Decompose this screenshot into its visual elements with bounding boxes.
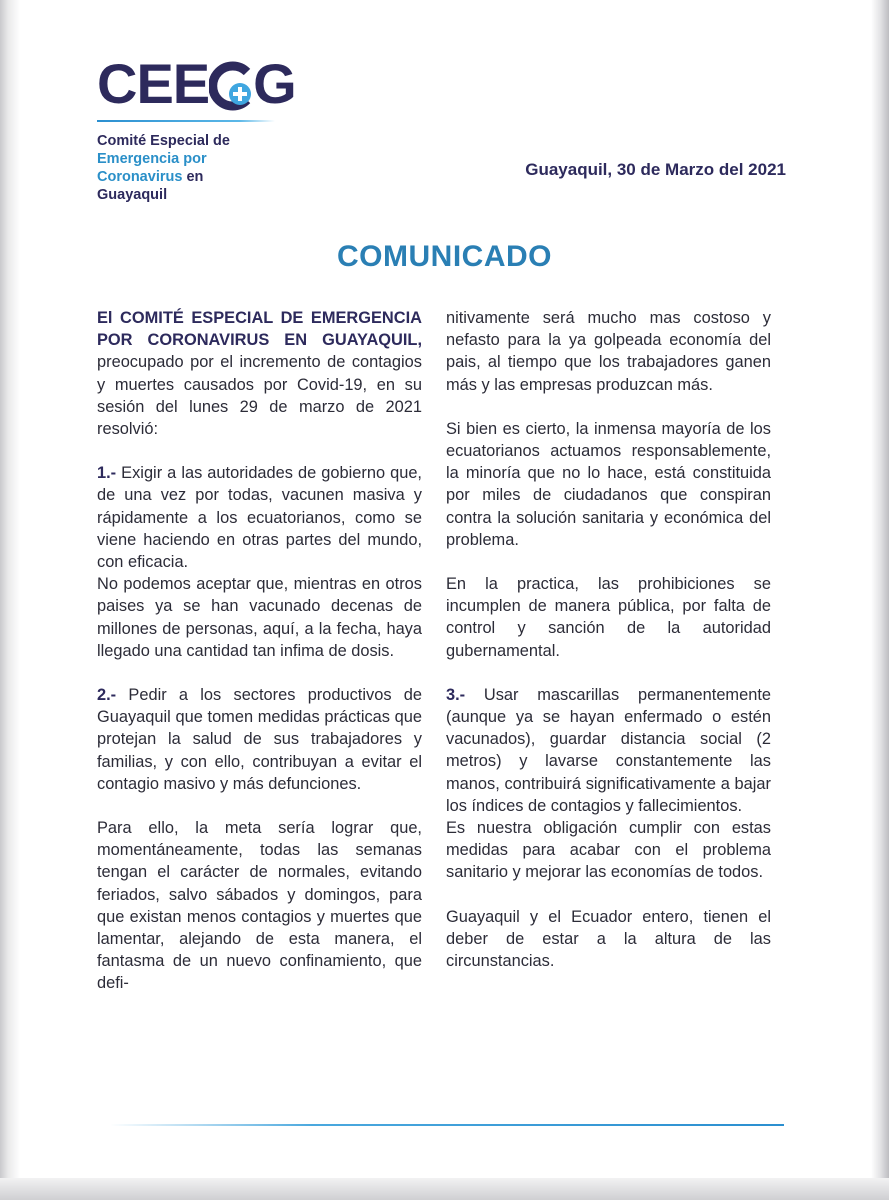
resolution-3 — [446, 684, 771, 817]
page-shadow-bottom — [0, 1178, 889, 1200]
logo-line-4: Guayaquil — [97, 187, 168, 203]
resolution-2-text: Pedir a los sectores productivos de Guayaquil que tomen medidas prácticas que protejan la salud de sus trabajadores y familias, y con ello, contribuyan a evitar el contagio masivo y más defunciones. — [97, 686, 422, 793]
practica-paragraph: En la practica, las prohibiciones se incumplen de manera pública, por falta de control y sanción de la autoridad gubernamental. — [446, 575, 771, 660]
continuation-paragraph: nitivamente será mucho mas costoso y nefasto para la ya golpeada economía del pais, al tiempo que los trabajadores ganen más y las empresas produzcan más. — [446, 309, 771, 394]
document-title: COMUNICADO — [337, 240, 552, 273]
logo-committee-name — [97, 132, 297, 204]
logo-line-3a: Coronavirus — [97, 169, 183, 185]
footer-divider — [110, 1124, 784, 1126]
resolution-2 — [97, 684, 422, 795]
resolution-1 — [97, 462, 422, 573]
intro-text: preocupado por el incremento de contagios y muertes causados por Covid-19, en su sesión del lunes 29 de marzo de 2021 resolvió: — [97, 353, 422, 439]
logo-line-1: Comité Especial de — [97, 133, 230, 149]
logo-line-2: Emergencia por — [97, 151, 207, 167]
right-column — [446, 307, 771, 972]
resolution-2-number: 2.- — [97, 686, 117, 705]
resolution-3-number: 3.- — [446, 685, 466, 704]
page-shadow-right — [871, 0, 889, 1200]
logo-acronym-end: G — [253, 52, 297, 115]
left-column — [97, 307, 422, 995]
logo-wordmark — [97, 52, 297, 115]
resolution-1-text: Exigir a las autoridades de gobierno que, de una vez por todas, vacunen masiva y rápidamente a los ecuatorianos, como se viene haciendo en otras partes del mundo, con eficacia. — [97, 464, 422, 572]
logo-underline — [97, 120, 275, 122]
committee-name-strong: El COMITÉ ESPECIAL DE EMERGENCIA POR CORONAVIRUS EN GUAYAQUIL, — [97, 309, 422, 350]
intro-paragraph — [97, 307, 422, 440]
logo-medical-cross-icon — [209, 56, 253, 112]
resolution-3-text: Usar mascarillas permanentemente (aunque ya se hayan enfermado o estén vacunados), guardar distancia social (2 metros) y lavarse constantemente las manos, contribuirá significativamente a bajar los índices de contagios y fallecimientos. — [446, 685, 771, 815]
logo-line-3b: en — [186, 169, 204, 185]
resolution-1-more: No podemos aceptar que, mientras en otros paises ya se han vacunado decenas de millones de personas, aquí, a la fecha, haya llegado una cantidad tan infima de dosis. — [97, 575, 422, 660]
logo-acronym-start: CEE — [97, 52, 210, 115]
closing-paragraph: Guayaquil y el Ecuador entero, tienen el deber de estar a la altura de las circunstancias. — [446, 907, 771, 971]
para-ello-paragraph: Para ello, la meta sería lograr que, momentáneamente, todas las semanas tengan el carácter de normales, evitando feriados, salvo sábados y domingos, para que existan menos contagios y muertes que lamentar, alejando de esta manera, el fantasma de un nuevo confinamiento, que defi- — [97, 819, 422, 993]
ceecg-logo — [97, 52, 297, 204]
document-date: Guayaquil, 30 de Marzo del 2021 — [525, 160, 786, 179]
page-shadow-left — [0, 0, 20, 1200]
si-bien-paragraph: Si bien es cierto, la inmensa mayoría de los ecuatorianos actuamos responsablemente, la minoría que no lo hace, está constituida por miles de ciudadanos que conspiran contra la solución sanitaria y económica del problema. — [446, 419, 771, 549]
resolution-3-more: Es nuestra obligación cumplir con estas medidas para acabar con el problema sanitario y mejorar las economías de todos. — [446, 819, 771, 882]
resolution-1-number: 1.- — [97, 464, 117, 483]
